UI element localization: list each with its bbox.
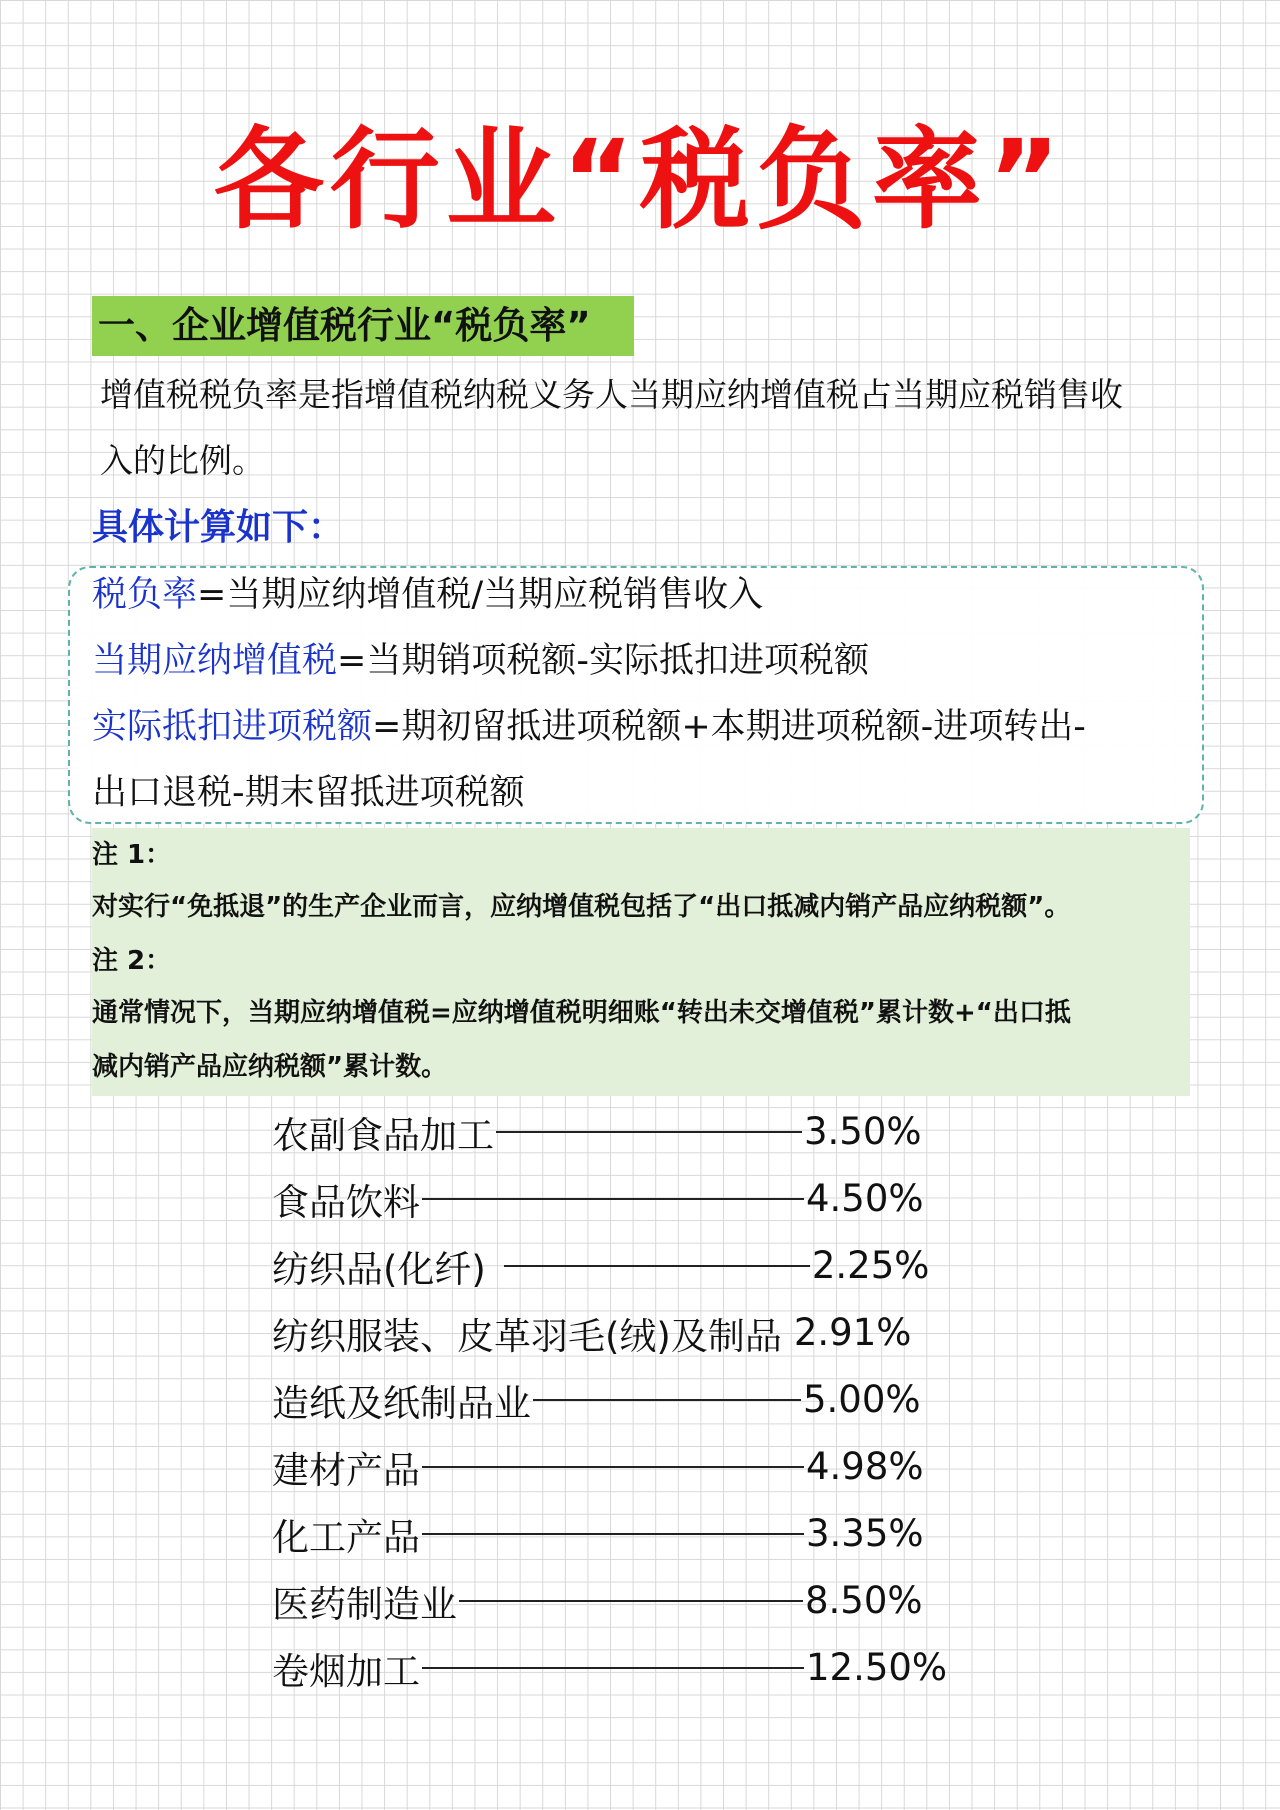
industry-name: 纺织品(化纤) [272,1247,486,1291]
intro-line-1: 增值税税负率是指增值税纳税义务人当期应纳增值税占当期应税销售收 [100,375,1123,414]
formula-expr: 出口退税-期末留抵进项税额 [92,773,525,813]
leader-line [422,1533,804,1535]
leader-line [496,1131,802,1133]
note-2-text-line-1: 通常情况下，当期应纳增值税=应纳增值税明细账“转出未交增值税”累计数+“出口抵 [92,998,1071,1028]
leader-line [459,1600,803,1602]
rate-value: 2.91% [793,1311,912,1354]
rate-row [272,1165,947,1232]
rate-value: 4.50% [806,1177,924,1220]
rate-value: 4.98% [806,1445,924,1488]
formula-expr: =当期销项税额-实际抵扣进项税额 [337,641,869,681]
note-1-label: 注 1： [92,840,172,870]
formula-expr: =当期应纳增值税/当期应税销售收入 [197,575,764,615]
industry-name: 建材产品 [272,1448,420,1492]
rate-row [272,1634,947,1701]
page-title: 各行业“税负率” [213,116,1067,244]
section-heading: 一、企业增值税行业“税负率” [92,296,634,356]
industry-name: 化工产品 [272,1515,420,1559]
leader-line [504,1265,810,1267]
intro-paragraph [92,362,1192,494]
leader-line [422,1466,804,1468]
calc-heading: 具体计算如下： [92,507,345,548]
rate-value: 5.00% [803,1378,921,1421]
industry-name: 食品饮料 [272,1180,420,1224]
intro-line-2: 入的比例。 [100,441,265,480]
rate-row [272,1500,947,1567]
formula-line-3 [92,694,1202,760]
formula-line-1 [92,562,1202,628]
leader-line [422,1667,804,1669]
industry-name: 卷烟加工 [272,1649,420,1693]
industry-name: 农副食品加工 [272,1113,494,1157]
rate-value: 2.25% [811,1244,930,1287]
note-2-label: 注 2： [92,946,172,976]
formula-term: 实际抵扣进项税额 [92,707,373,747]
formula-line-4 [92,760,1202,826]
rate-row [272,1366,947,1433]
formula-term: 税负率 [92,575,198,615]
rate-row [272,1098,947,1165]
rate-value: 12.50% [806,1646,948,1689]
rate-value: 3.35% [806,1512,924,1555]
formula-line-2 [92,628,1202,694]
industry-name: 纺织服装、皮革羽毛(绒)及制品 [272,1314,782,1358]
rate-row [272,1299,947,1366]
formula-term: 当期应纳增值税 [92,641,338,681]
industry-name: 造纸及纸制品业 [272,1381,531,1425]
formula-expr: =期初留抵进项税额+本期进项税额-进项转出- [372,707,1086,747]
rate-row [272,1433,947,1500]
rate-row [272,1232,947,1299]
rate-value: 3.50% [804,1110,922,1153]
rate-value: 8.50% [805,1579,923,1622]
industry-name: 医药制造业 [272,1582,457,1626]
note-2-text-line-2: 减内销产品应纳税额”累计数。 [92,1052,448,1082]
leader-line [422,1198,804,1200]
rate-row [272,1567,947,1634]
note-1-text: 对实行“免抵退”的生产企业而言，应纳增值税包括了“出口抵减内销产品应纳税额”。 [92,892,1071,922]
notes-panel [92,828,1190,1096]
leader-line [533,1399,801,1401]
industry-rate-list [272,1098,947,1701]
